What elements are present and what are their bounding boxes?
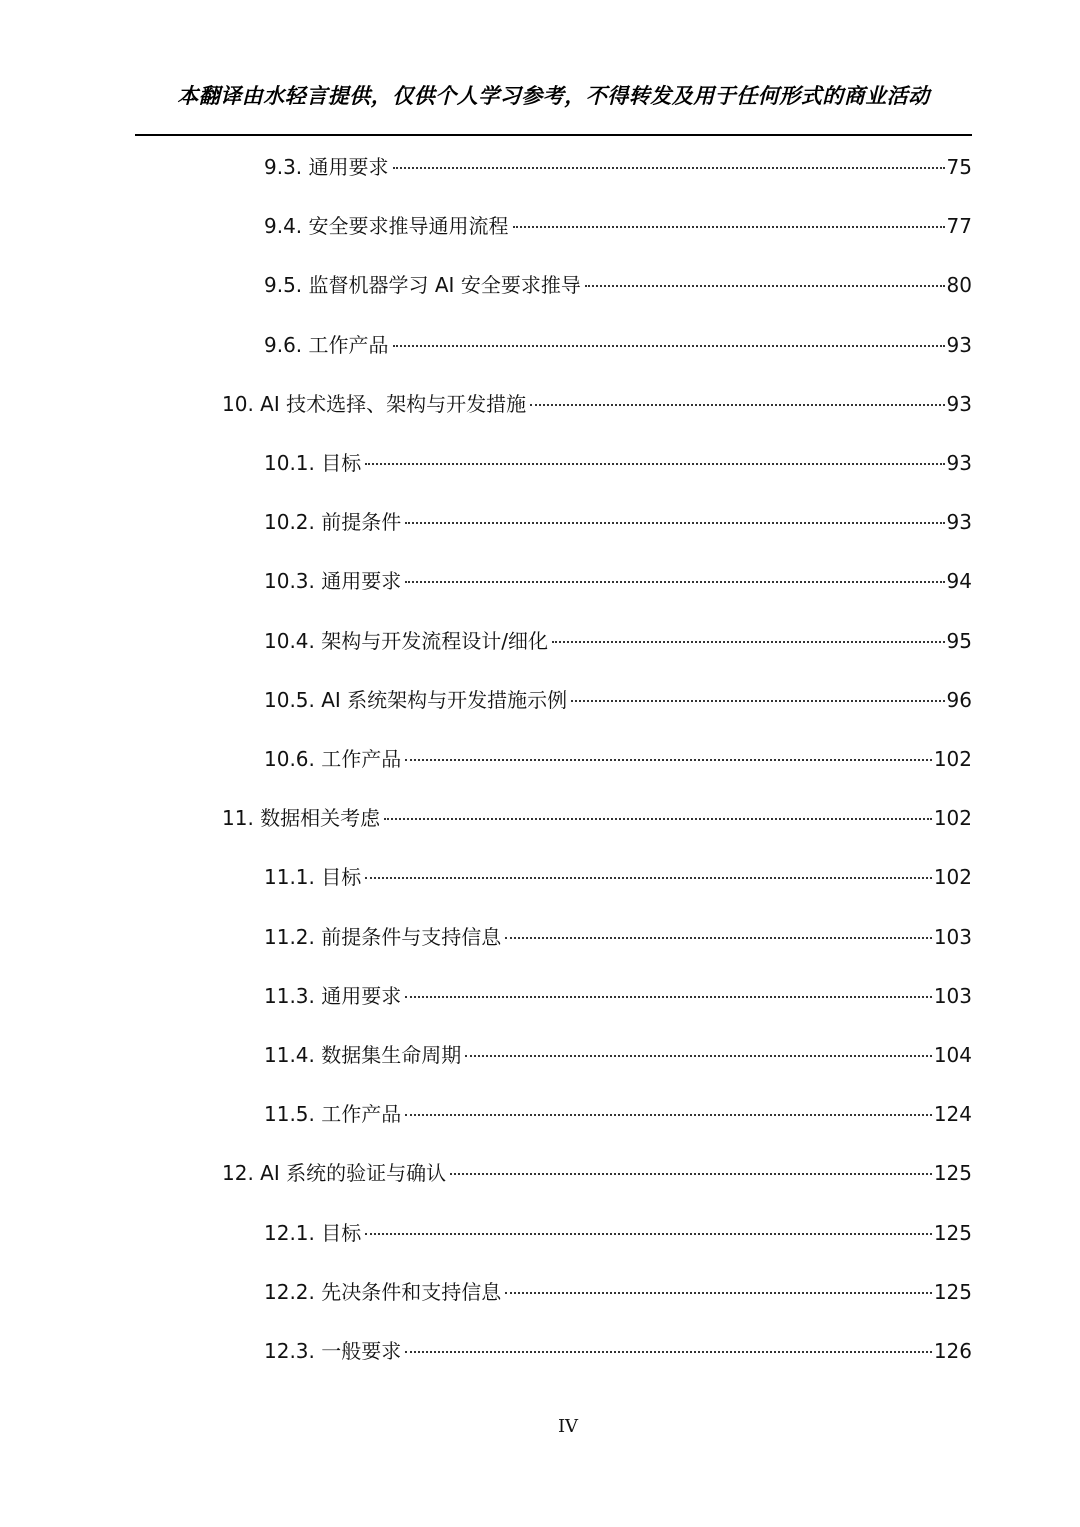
toc-entry[interactable]: [264, 448, 972, 478]
toc-entry-page: 125: [933, 1161, 972, 1185]
toc-entry-page: 75: [946, 155, 972, 179]
toc-entry-label: 11.4. 数据集生命周期: [264, 1043, 462, 1067]
toc-entry[interactable]: [264, 1099, 972, 1129]
toc-entry[interactable]: [264, 211, 972, 241]
toc-dot-leader: [405, 522, 944, 524]
toc-entry[interactable]: [264, 1218, 972, 1248]
toc-entry[interactable]: [264, 566, 972, 596]
toc-dot-leader: [405, 1114, 932, 1116]
toc-dot-leader: [465, 1055, 932, 1057]
toc-dot-leader: [571, 700, 944, 702]
toc-entry-label: 10.1. 目标: [264, 451, 362, 475]
toc-entry-page: 93: [946, 510, 972, 534]
toc-entry-page: 102: [933, 806, 972, 830]
toc-entry[interactable]: [222, 803, 972, 833]
toc-entry-page: 125: [933, 1280, 972, 1304]
toc-entry-page: 93: [946, 451, 972, 475]
toc-entry-page: 93: [946, 392, 972, 416]
toc-dot-leader: [384, 818, 932, 820]
toc-entry-page: 80: [946, 273, 972, 297]
toc-dot-leader: [405, 581, 944, 583]
toc-dot-leader: [450, 1173, 932, 1175]
toc-entry-page: 96: [946, 688, 972, 712]
toc-dot-leader: [405, 759, 932, 761]
toc-dot-leader: [505, 1292, 932, 1294]
toc-entry-page: 95: [946, 629, 972, 653]
toc-entry-label: 11.1. 目标: [264, 865, 362, 889]
toc-dot-leader: [585, 285, 945, 287]
toc-entry[interactable]: [222, 389, 972, 419]
toc-entry[interactable]: [264, 744, 972, 774]
toc-dot-leader: [405, 996, 932, 998]
toc-entry[interactable]: [264, 1277, 972, 1307]
toc-dot-leader: [513, 226, 945, 228]
page-number: IV: [557, 1416, 579, 1437]
toc-entry-page: 103: [933, 925, 972, 949]
toc-entry-label: 10.3. 通用要求: [264, 569, 402, 593]
toc-entry-label: 12.3. 一般要求: [264, 1339, 402, 1363]
toc-dot-leader: [365, 463, 944, 465]
toc-entry[interactable]: [264, 922, 972, 952]
toc-dot-leader: [552, 641, 945, 643]
toc-entry-label: 10.2. 前提条件: [264, 510, 402, 534]
toc-entry[interactable]: [264, 981, 972, 1011]
toc-entry[interactable]: [264, 1040, 972, 1070]
toc-dot-leader: [393, 345, 945, 347]
toc-dot-leader: [530, 404, 944, 406]
toc-entry-label: 11. 数据相关考虑: [222, 806, 381, 830]
toc-entry-label: 11.5. 工作产品: [264, 1102, 402, 1126]
toc-entry-page: 102: [933, 865, 972, 889]
toc-entry[interactable]: [222, 1158, 972, 1188]
toc-entry-page: 124: [933, 1102, 972, 1126]
toc-entry-page: 126: [933, 1339, 972, 1363]
toc-dot-leader: [365, 877, 932, 879]
toc-entry-label: 10.4. 架构与开发流程设计/细化: [264, 629, 548, 653]
toc-entry-label: 10. AI 技术选择、架构与开发措施: [222, 392, 527, 416]
toc-entry-page: 94: [946, 569, 972, 593]
toc-dot-leader: [505, 937, 932, 939]
toc-entry-label: 12.1. 目标: [264, 1221, 362, 1245]
toc-entry-label: 9.5. 监督机器学习 AI 安全要求推导: [264, 273, 581, 297]
toc-entry-label: 11.2. 前提条件与支持信息: [264, 925, 502, 949]
header-disclaimer: 本翻译由水轻言提供，仅供个人学习参考，不得转发及用于任何形式的商业活动: [177, 84, 930, 108]
toc-entry[interactable]: [264, 507, 972, 537]
toc-entry-page: 103: [933, 984, 972, 1008]
toc-entry-page: 93: [946, 333, 972, 357]
toc-entry-label: 12. AI 系统的验证与确认: [222, 1161, 447, 1185]
toc-entry-page: 102: [933, 747, 972, 771]
toc-entry[interactable]: [264, 685, 972, 715]
toc-dot-leader: [405, 1351, 932, 1353]
toc-entry[interactable]: [264, 626, 972, 656]
toc-dot-leader: [365, 1233, 932, 1235]
toc-entry-page: 125: [933, 1221, 972, 1245]
toc-entry-page: 77: [946, 214, 972, 238]
toc-entry[interactable]: [264, 330, 972, 360]
toc-entry-label: 10.6. 工作产品: [264, 747, 402, 771]
toc-entry-label: 9.4. 安全要求推导通用流程: [264, 214, 509, 238]
toc-dot-leader: [393, 167, 945, 169]
toc-entry-label: 9.6. 工作产品: [264, 333, 389, 357]
toc-entry[interactable]: [264, 862, 972, 892]
toc-entry-label: 11.3. 通用要求: [264, 984, 402, 1008]
toc-entry-label: 12.2. 先决条件和支持信息: [264, 1280, 502, 1304]
toc-entry[interactable]: [264, 1336, 972, 1366]
toc-entry[interactable]: [264, 270, 972, 300]
toc-entry[interactable]: [264, 152, 972, 182]
header-divider: [135, 134, 972, 136]
toc-entry-label: 9.3. 通用要求: [264, 155, 389, 179]
toc-entry-label: 10.5. AI 系统架构与开发措施示例: [264, 688, 568, 712]
toc-entry-page: 104: [933, 1043, 972, 1067]
